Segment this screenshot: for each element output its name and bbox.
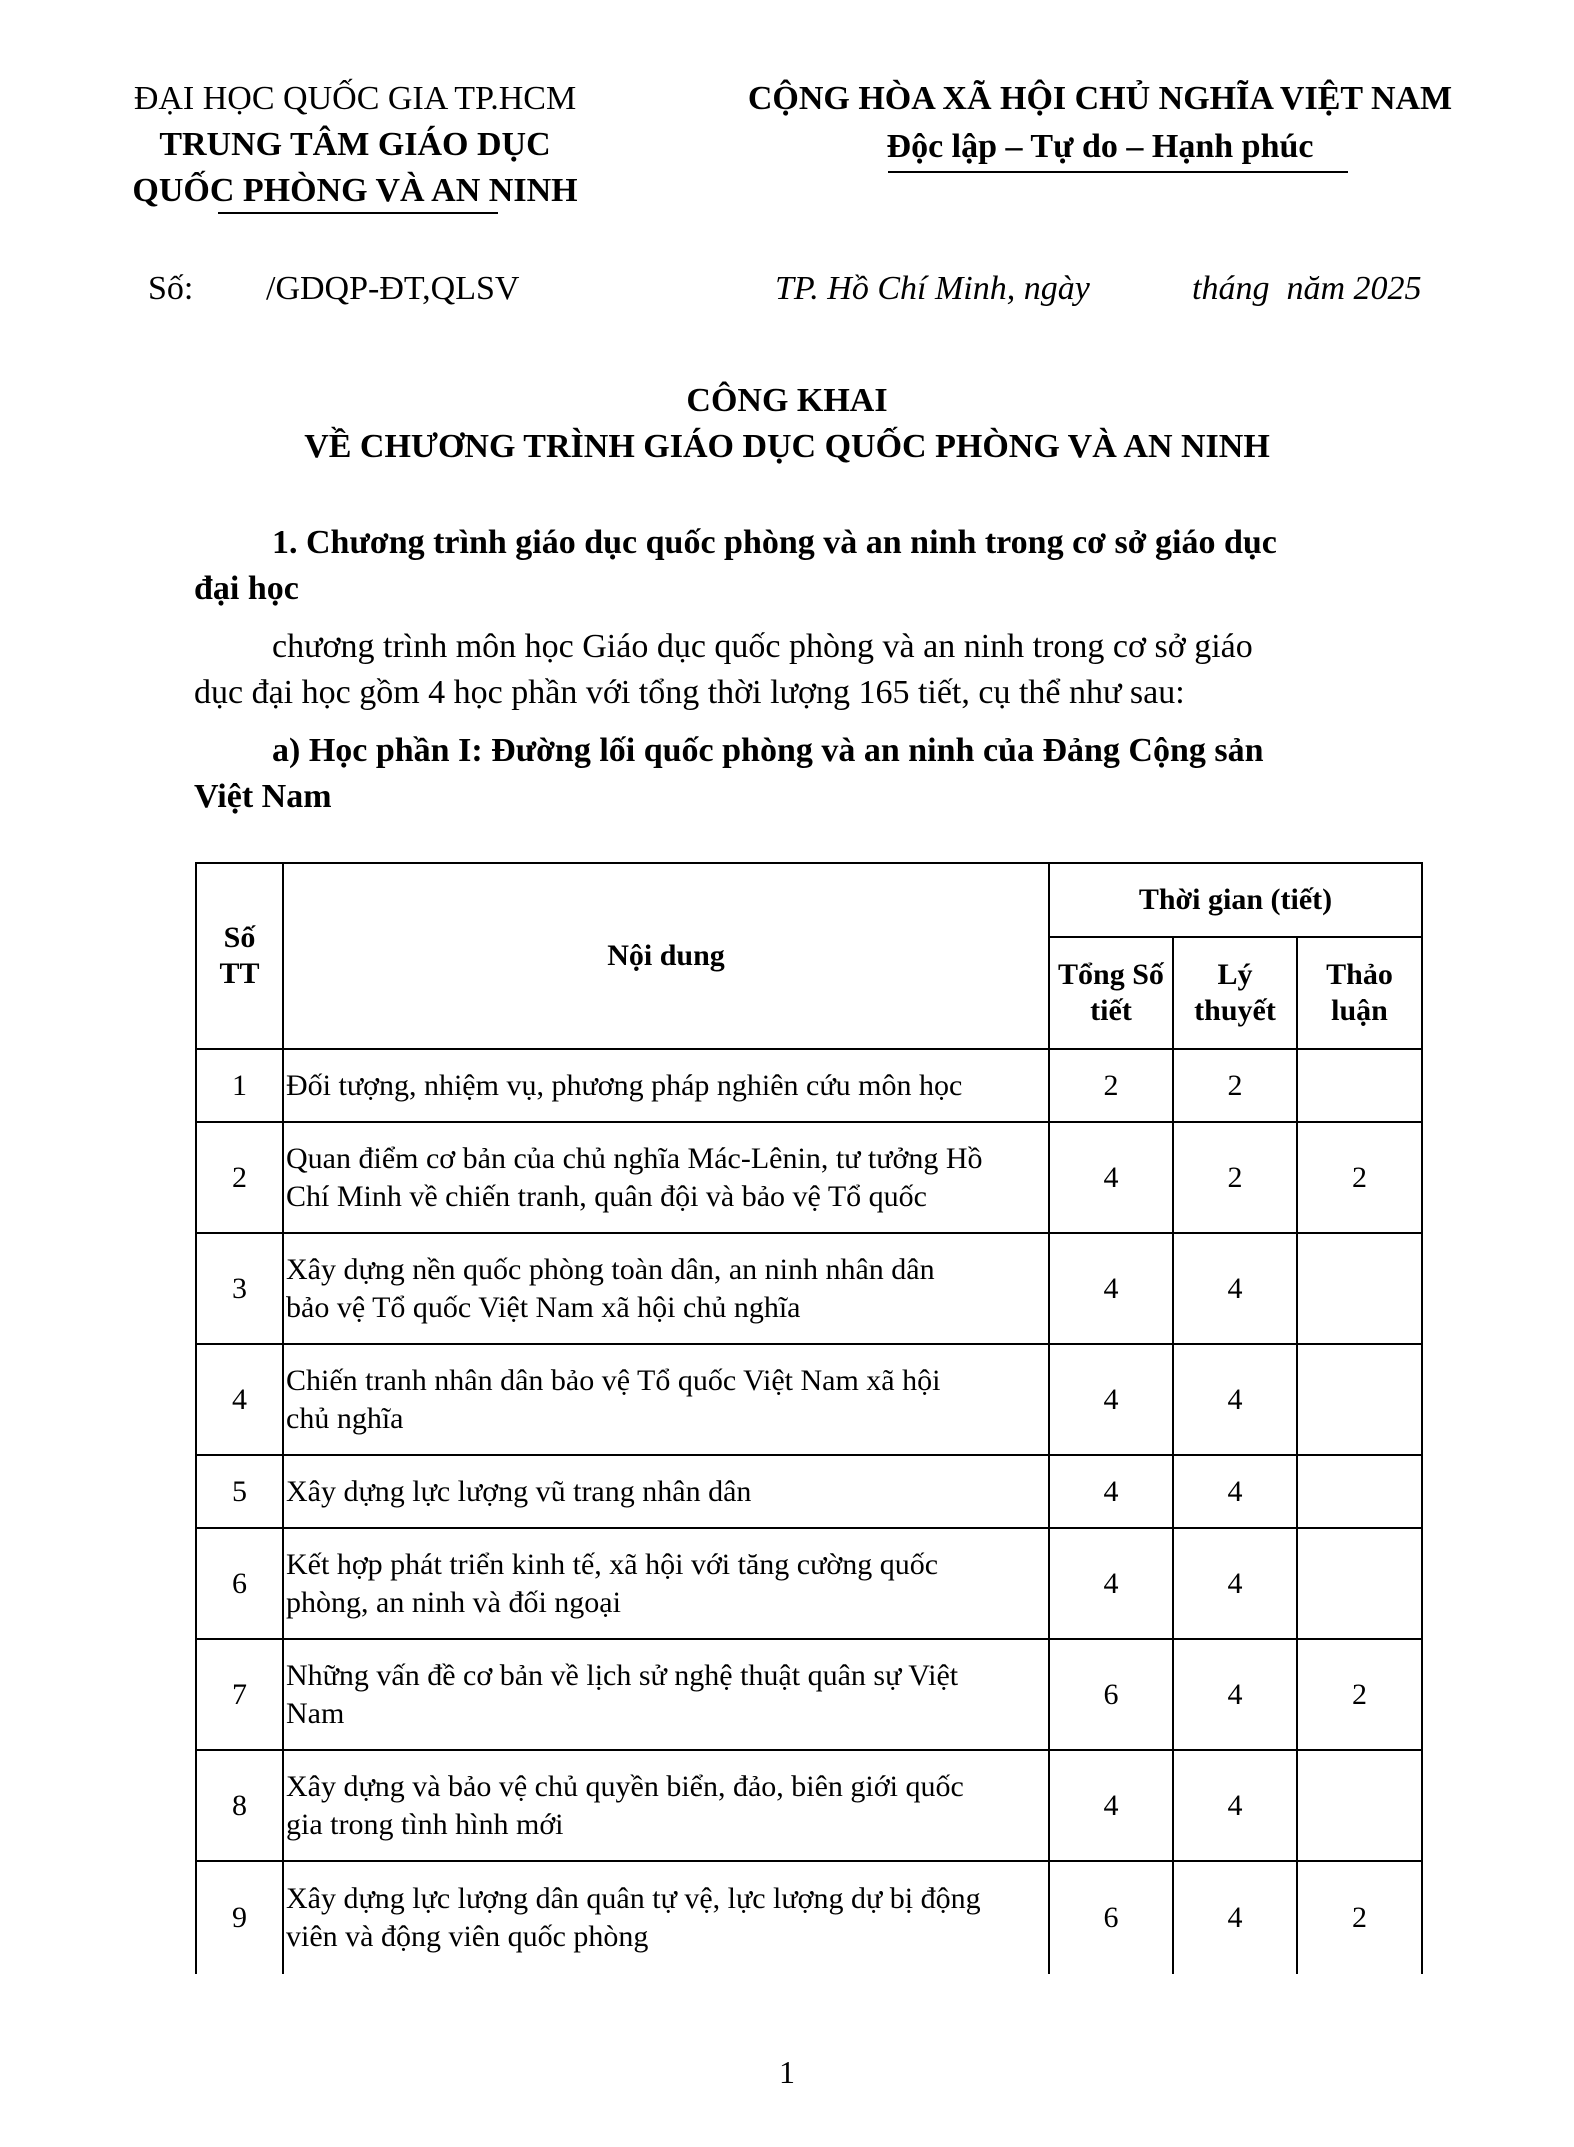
- header-time: Thời gian (tiết): [1049, 863, 1422, 937]
- row-content-line2: viên và động viên quốc phòng: [286, 1920, 649, 1953]
- row-content: [283, 1122, 1049, 1233]
- row-discussion: [1297, 1049, 1422, 1122]
- page-number: 1: [779, 2054, 795, 2090]
- table-row: [196, 1750, 1422, 1861]
- table-row: [196, 1528, 1422, 1639]
- table-row: [196, 1344, 1422, 1455]
- row-stt: 4: [196, 1344, 283, 1455]
- row-stt: 2: [196, 1122, 283, 1233]
- header-theory: [1173, 937, 1297, 1049]
- table-row: [196, 1122, 1422, 1233]
- table-row: [196, 1639, 1422, 1750]
- row-content-line2: Chí Minh về chiến tranh, quân đội và bảo vệ Tổ quốc: [286, 1179, 927, 1213]
- row-stt: 8: [196, 1750, 283, 1861]
- row-content-line1: Chiến tranh nhân dân bảo vệ Tổ quốc Việt Nam xã hội: [286, 1363, 941, 1397]
- row-content-line1: Kết hợp phát triển kinh tế, xã hội với tăng cường quốc: [286, 1547, 939, 1581]
- row-total: 4: [1049, 1528, 1173, 1639]
- issuing-unit-line1: TRUNG TÂM GIÁO DỤC: [159, 126, 551, 163]
- row-theory: 4: [1173, 1455, 1297, 1528]
- subsection-heading-line2: Việt Nam: [194, 778, 332, 815]
- row-content-line2: phòng, an ninh và đối ngoại: [286, 1585, 621, 1619]
- row-content: [283, 1233, 1049, 1344]
- row-total: 4: [1049, 1455, 1173, 1528]
- row-stt: 6: [196, 1528, 283, 1639]
- table-row: [196, 1861, 1422, 1974]
- row-content: [283, 1344, 1049, 1455]
- row-total: 4: [1049, 1122, 1173, 1233]
- header-stt: [196, 863, 283, 1049]
- row-content-line1: Đối tượng, nhiệm vụ, phương pháp nghiên cứu môn học: [286, 1068, 963, 1102]
- row-content: [283, 1750, 1049, 1861]
- right-header-underline: [888, 171, 1348, 173]
- row-total: 4: [1049, 1233, 1173, 1344]
- row-discussion: [1297, 1233, 1422, 1344]
- section-paragraph-line1: chương trình môn học Giáo dục quốc phòng và an ninh trong cơ sở giáo: [272, 628, 1253, 665]
- row-content: [283, 1639, 1049, 1750]
- row-content-line1: Những vấn đề cơ bản về lịch sử nghệ thuật quân sự Việt: [286, 1658, 959, 1692]
- row-content-line1: Quan điểm cơ bản của chủ nghĩa Mác-Lênin, tư tưởng Hồ: [286, 1141, 983, 1175]
- row-theory: 4: [1173, 1750, 1297, 1861]
- document-number-label: Số:: [148, 270, 194, 307]
- header-total-line1: Tổng Số: [1058, 958, 1164, 991]
- row-total: 4: [1049, 1750, 1173, 1861]
- table-row: [196, 1233, 1422, 1344]
- table-row: [196, 1049, 1422, 1122]
- header-theory-line1: Lý: [1217, 958, 1253, 991]
- row-discussion: 2: [1297, 1861, 1422, 1974]
- header-discussion: [1297, 937, 1422, 1049]
- row-total: 6: [1049, 1639, 1173, 1750]
- row-discussion: [1297, 1750, 1422, 1861]
- row-stt: 7: [196, 1639, 283, 1750]
- row-discussion: 2: [1297, 1122, 1422, 1233]
- left-header-underline: [218, 212, 498, 214]
- row-stt: 9: [196, 1861, 283, 1974]
- row-discussion: [1297, 1344, 1422, 1455]
- row-content: [283, 1861, 1049, 1974]
- document-number-code: /GDQP-ĐT,QLSV: [266, 270, 520, 307]
- header-discussion-line2: luận: [1331, 994, 1388, 1027]
- row-discussion: [1297, 1455, 1422, 1528]
- section-heading-line1: 1. Chương trình giáo dục quốc phòng và an ninh trong cơ sở giáo dục: [272, 524, 1277, 561]
- row-total: 2: [1049, 1049, 1173, 1122]
- row-discussion: 2: [1297, 1639, 1422, 1750]
- row-content-line1: Xây dựng lực lượng vũ trang nhân dân: [286, 1474, 752, 1508]
- row-stt: 5: [196, 1455, 283, 1528]
- row-discussion: [1297, 1528, 1422, 1639]
- row-content-line2: gia trong tình hình mới: [286, 1807, 564, 1841]
- row-theory: 4: [1173, 1528, 1297, 1639]
- row-content-line1: Xây dựng và bảo vệ chủ quyền biển, đảo, biên giới quốc: [286, 1769, 964, 1803]
- row-content-line2: chủ nghĩa: [286, 1401, 404, 1435]
- row-content-line2: Nam: [286, 1696, 345, 1730]
- section-heading-line2: đại học: [194, 570, 299, 607]
- issuing-authority: ĐẠI HỌC QUỐC GIA TP.HCM: [133, 80, 577, 117]
- row-theory: 4: [1173, 1639, 1297, 1750]
- row-content: [283, 1049, 1049, 1122]
- issuing-unit-line2: QUỐC PHÒNG VÀ AN NINH: [132, 172, 578, 209]
- header-content: Nội dung: [283, 863, 1049, 1049]
- row-total: 6: [1049, 1861, 1173, 1974]
- row-theory: 4: [1173, 1861, 1297, 1974]
- document-title: CÔNG KHAI: [686, 382, 888, 419]
- national-title: CỘNG HÒA XÃ HỘI CHỦ NGHĨA VIỆT NAM: [747, 80, 1453, 117]
- place-date: TP. Hồ Chí Minh, ngày: [775, 270, 1090, 307]
- header-stt-line2: TT: [219, 957, 260, 990]
- section-paragraph-line2: dục đại học gồm 4 học phần với tổng thời lượng 165 tiết, cụ thể như sau:: [194, 674, 1185, 711]
- row-theory: 2: [1173, 1049, 1297, 1122]
- row-theory: 4: [1173, 1344, 1297, 1455]
- row-theory: 2: [1173, 1122, 1297, 1233]
- header-theory-line2: thuyết: [1194, 994, 1276, 1027]
- header-discussion-line1: Thảo: [1326, 958, 1393, 991]
- row-content: [283, 1528, 1049, 1639]
- row-content-line1: Xây dựng lực lượng dân quân tự vệ, lực lượng dự bị động: [286, 1882, 981, 1915]
- row-stt: 1: [196, 1049, 283, 1122]
- row-content-line2: bảo vệ Tổ quốc Việt Nam xã hội chủ nghĩa: [286, 1290, 801, 1324]
- row-content-line1: Xây dựng nền quốc phòng toàn dân, an ninh nhân dân: [286, 1252, 935, 1286]
- header-total-line2: tiết: [1090, 994, 1132, 1027]
- document-subtitle: VỀ CHƯƠNG TRÌNH GIÁO DỤC QUỐC PHÒNG VÀ AN NINH: [304, 428, 1270, 465]
- row-theory: 4: [1173, 1233, 1297, 1344]
- header-total: [1049, 937, 1173, 1049]
- row-content: [283, 1455, 1049, 1528]
- month-year: tháng năm 2025: [1192, 270, 1422, 307]
- header-stt-line1: Số: [223, 921, 256, 954]
- curriculum-table: [195, 862, 1423, 1974]
- national-motto: Độc lập – Tự do – Hạnh phúc: [886, 128, 1314, 165]
- table-row: [196, 1455, 1422, 1528]
- row-stt: 3: [196, 1233, 283, 1344]
- row-total: 4: [1049, 1344, 1173, 1455]
- subsection-heading-line1: a) Học phần I: Đường lối quốc phòng và an ninh của Đảng Cộng sản: [272, 732, 1264, 769]
